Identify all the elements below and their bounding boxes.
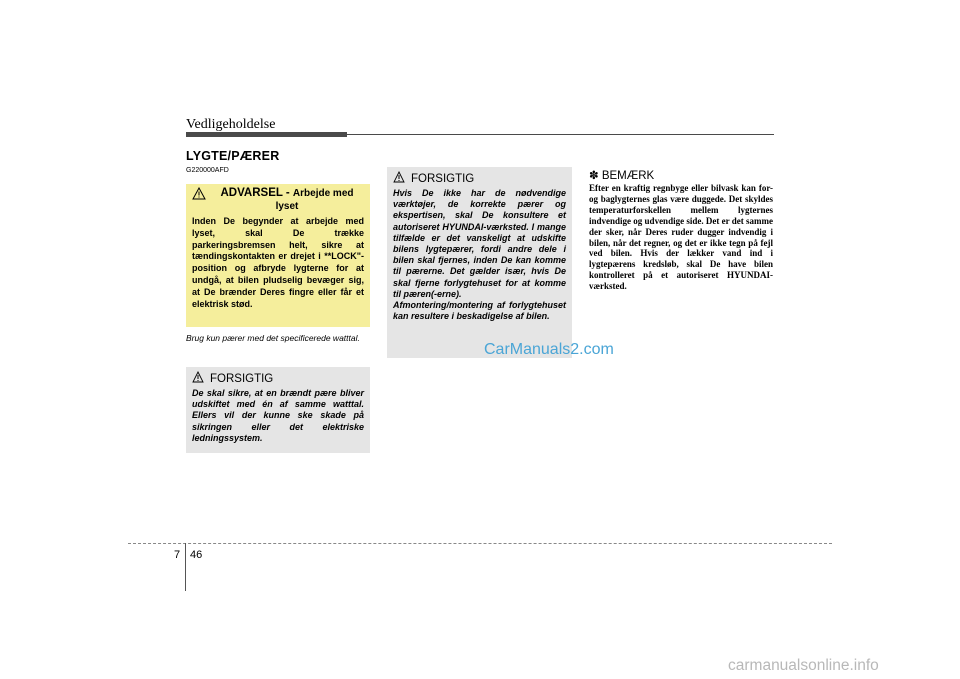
caution-label: FORSIGTIG bbox=[210, 372, 274, 385]
header-bar bbox=[186, 132, 347, 137]
warning-subtitle-1: Arbejde med bbox=[292, 188, 354, 199]
caution-text: De skal sikre, at en brændt pære bliver udskiftet med én af samme watttal. Ellers vil der kunne ske skade på sikringen eller det elektriske ledningssystem. bbox=[192, 388, 364, 443]
warning-triangle-icon bbox=[192, 187, 206, 203]
caution-text-2: Afmontering/montering af forlygtehuset kan resultere i beskadigelse af bilen. bbox=[393, 300, 566, 322]
warning-header bbox=[192, 187, 364, 213]
caution-label: FORSIGTIG bbox=[411, 172, 475, 185]
header-rule bbox=[347, 134, 774, 135]
warning-triangle-icon bbox=[192, 371, 204, 386]
note-title: ✽ BEMÆRK bbox=[589, 170, 655, 182]
warning-subtitle-2: lyset bbox=[275, 201, 299, 212]
bulb-wattage-note: Brug kun pærer med det specificerede watttal. bbox=[186, 333, 360, 343]
page-number: 46 bbox=[190, 549, 203, 561]
section-code: G220000AFD bbox=[186, 167, 229, 174]
footer-dashed-rule bbox=[128, 543, 832, 544]
watermark-center: CarManuals2.com bbox=[484, 341, 614, 358]
warning-text: Inden De begynder at arbejde med lyset, skal De trække parkeringsbremsen helt, sikre at tændingskontakten er drejet i **LOCK"-position og afbryde lygterne for at undgå, at bilen pludselig bevæger sig, at De brænder Deres fingre eller får et elektrisk stød. bbox=[192, 216, 364, 309]
caution-box-tools bbox=[387, 167, 572, 358]
caution-header bbox=[393, 171, 566, 186]
warning-box bbox=[186, 184, 370, 327]
warning-label: ADVARSEL - bbox=[220, 187, 290, 199]
warning-triangle-icon bbox=[393, 171, 405, 186]
watermark-footer: carmanualsonline.info bbox=[728, 657, 879, 674]
caution-header bbox=[192, 371, 364, 386]
section-title: LYGTE/PÆRER bbox=[186, 149, 280, 163]
footer-divider bbox=[185, 543, 186, 591]
caution-text-1: Hvis De ikke har de nødvendige værktøjer, de korrekte pærer og ekspertisen, skal De konsultere et autoriseret HYUNDAI-værksted. I mange tilfælde er det vanskeligt at udskifte bilens lygtepærer, fordi andre dele i bilen skal fjernes, inden De kan komme til pærerne. Det gælder især, hvis De skal fjerne forlygtehuset for at komme til pæren(-erne). bbox=[393, 188, 566, 299]
caution-box-fuse bbox=[186, 367, 370, 453]
chapter-number: 7 bbox=[174, 549, 181, 561]
note-text: Efter en kraftig regnbyge eller bilvask kan for- og baglygternes glas være duggede. Det skyldes temperaturforskellen mellem lygternes indvendige og udvendige side. Det er det samme der sker, når Deres ruder dugger indvendig i bilen, når det regner, og det er ikke tegn på fejl ved bilen. Hvis der lækker vand ind i lygtepærens kredsløb, skal De have bilen kontrolleret på et autoriseret HYUNDAI-værksted. bbox=[589, 183, 773, 292]
header-section-title: Vedligeholdelse bbox=[186, 117, 276, 132]
